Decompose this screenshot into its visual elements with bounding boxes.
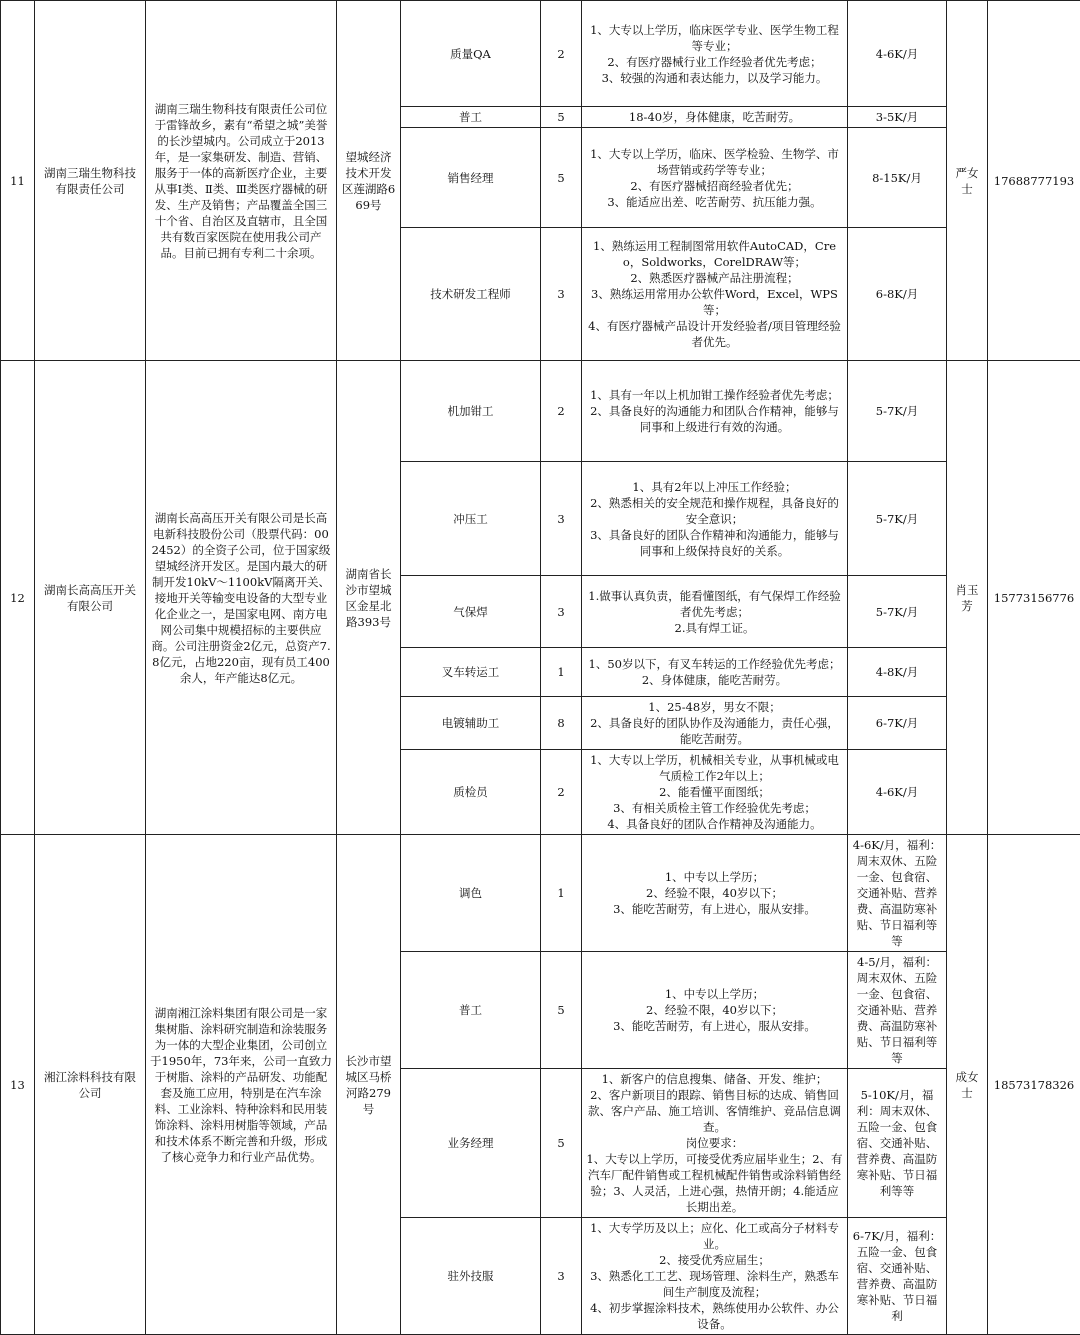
- job-title: 销售经理: [401, 128, 541, 228]
- job-salary: 8-15K/月: [848, 128, 947, 228]
- job-title: 业务经理: [401, 1069, 541, 1218]
- job-count: 2: [541, 361, 582, 462]
- job-requirements: 1、中专以上学历； 2、经验不限，40岁以下； 3、能吃苦耐劳，有上进心，服从安排。: [582, 835, 848, 952]
- job-salary: 4-6K/月: [848, 1, 947, 107]
- company-name: 湘江涂料科技有限公司: [35, 835, 146, 1335]
- job-requirements: 1、熟练运用工程制图常用软件AutoCAD，Creo，Soldworks，CorelDRAW等； 2、熟悉医疗器械产品注册流程； 3、熟练运用常用办公软件Word，Excel，WPS等； 4、有医疗器械产品设计开发经验者/项目管理经验者优先。: [582, 228, 848, 361]
- job-salary: 5-7K/月: [848, 576, 947, 648]
- job-count: 2: [541, 750, 582, 835]
- job-title: 质量QA: [401, 1, 541, 107]
- job-title: 冲压工: [401, 462, 541, 576]
- job-count: 3: [541, 1218, 582, 1335]
- contact-person: 严女士: [947, 1, 988, 361]
- job-count: 1: [541, 648, 582, 697]
- job-salary: 4-5/月，福利：周末双休、五险一金、包食宿、交通补贴、营养费、高温防寒补贴、节日福利等等: [848, 952, 947, 1069]
- job-salary: 5-10K/月，福利：周末双休、五险一金、包食宿、交通补贴、营养费、高温防寒补贴、节日福利等等: [848, 1069, 947, 1218]
- job-count: 5: [541, 107, 582, 128]
- contact-phone: 15773156776: [988, 361, 1080, 835]
- company-name: 湖南长高高压开关有限公司: [35, 361, 146, 835]
- job-requirements: 1、25-48岁，男女不限； 2、具备良好的团队协作及沟通能力，责任心强，能吃苦耐劳。: [582, 697, 848, 750]
- contact-person: 肖玉芳: [947, 361, 988, 835]
- job-requirements: 1、大专以上学历，临床医学专业、医学生物工程等专业； 2、有医疗器械行业工作经验者优先考虑； 3、较强的沟通和表达能力，以及学习能力。: [582, 1, 848, 107]
- job-title: 普工: [401, 107, 541, 128]
- contact-phone: 18573178326: [988, 835, 1080, 1335]
- job-salary: 6-7K/月，福利：五险一金、包食宿、交通补贴、营养费、高温防寒补贴、节日福利: [848, 1218, 947, 1335]
- job-count: 3: [541, 228, 582, 361]
- table-row: [1, 361, 1080, 462]
- job-requirements: 1.做事认真负责，能看懂图纸，有气保焊工作经验者优先考虑； 2.具有焊工证。: [582, 576, 848, 648]
- job-count: 8: [541, 697, 582, 750]
- job-count: 5: [541, 1069, 582, 1218]
- job-requirements: 1、中专以上学历； 2、经验不限，40岁以下； 3、能吃苦耐劳，有上进心，服从安排。: [582, 952, 848, 1069]
- job-salary: 5-7K/月: [848, 462, 947, 576]
- job-title: 叉车转运工: [401, 648, 541, 697]
- company-intro: 湖南三瑞生物科技有限责任公司位于雷锋故乡，素有“希望之城”美誉的长沙望城内。公司成立于2013年，是一家集研发、制造、营销、服务于一体的高新医疗企业，主要从事Ⅰ类、Ⅱ类、Ⅲ类医疗器械的研发、生产及销售；产品覆盖全国三十个省、自治区及直辖市，且全国共有数百家医院在使用我公司产品。目前已拥有专利二十余项。: [146, 1, 337, 361]
- contact-phone: 17688777193: [988, 1, 1080, 361]
- job-title: 驻外技服: [401, 1218, 541, 1335]
- job-count: 5: [541, 952, 582, 1069]
- job-salary: 3-5K/月: [848, 107, 947, 128]
- company-name: 湖南三瑞生物科技有限责任公司: [35, 1, 146, 361]
- company-address: 湖南省长沙市望城区金星北路393号: [337, 361, 401, 835]
- table-row: [1, 1, 1080, 107]
- job-count: 1: [541, 835, 582, 952]
- job-title: 气保焊: [401, 576, 541, 648]
- job-count: 5: [541, 128, 582, 228]
- company-number: 13: [1, 835, 35, 1335]
- job-count: 2: [541, 1, 582, 107]
- job-salary: 4-8K/月: [848, 648, 947, 697]
- company-number: 11: [1, 1, 35, 361]
- job-salary: 4-6K/月，福利：周末双休、五险一金、包食宿、交通补贴、营养费、高温防寒补贴、节日福利等等: [848, 835, 947, 952]
- job-requirements: 18-40岁，身体健康，吃苦耐劳。: [582, 107, 848, 128]
- job-count: 3: [541, 576, 582, 648]
- job-count: 3: [541, 462, 582, 576]
- job-requirements: 1、新客户的信息搜集、储备、开发、维护； 2、客户新项目的跟踪、销售目标的达成、销售回款、客户产品、施工培训、客情维护、竞品信息调查。 岗位要求： 1、大专以上学历，可接受优秀应届毕业生；2、有汽车厂配件销售或工程机械配件销售或涂料销售经验；3、人灵活，上进心强，热情开朗；4.能适应长期出差。: [582, 1069, 848, 1218]
- job-requirements: 1、具有一年以上机加钳工操作经验者优先考虑； 2、具备良好的沟通能力和团队合作精神，能够与同事和上级进行有效的沟通。: [582, 361, 848, 462]
- company-intro: 湖南长高高压开关有限公司是长高电新科技股份公司（股票代码：002452）的全资子公司，位于国家级望城经济开发区。是国内最大的研制开发10kV～1100kV隔离开关、接地开关等输变电设备的大型专业化企业之一，是国家电网、南方电网公司集中规模招标的主要供应商。公司注册资金2亿元，总资产7.8亿元，占地220亩，现有员工400余人，年产能达8亿元。: [146, 361, 337, 835]
- job-requirements: 1、大专学历及以上；应化、化工或高分子材料专业。 2、接受优秀应届生； 3、熟悉化工工艺、现场管理、涂料生产，熟悉车间生产制度及流程； 4、初步掌握涂料技术，熟练使用办公软件、办公设备。: [582, 1218, 848, 1335]
- company-address: 长沙市望城区马桥河路279号: [337, 835, 401, 1335]
- job-requirements: 1、50岁以下，有叉车转运的工作经验优先考虑； 2、身体健康，能吃苦耐劳。: [582, 648, 848, 697]
- table-row: [1, 835, 1080, 952]
- job-salary: 5-7K/月: [848, 361, 947, 462]
- job-salary: 4-6K/月: [848, 750, 947, 835]
- company-address: 望城经济技术开发区莲湖路669号: [337, 1, 401, 361]
- job-requirements: 1、大专以上学历，机械相关专业，从事机械或电气质检工作2年以上； 2、能看懂平面图纸； 3、有相关质检主管工作经验优先考虑； 4、具备良好的团队合作精神及沟通能力。: [582, 750, 848, 835]
- job-salary: 6-8K/月: [848, 228, 947, 361]
- job-title: 机加钳工: [401, 361, 541, 462]
- contact-person: 成女士: [947, 835, 988, 1335]
- job-title: 技术研发工程师: [401, 228, 541, 361]
- company-number: 12: [1, 361, 35, 835]
- job-title: 质检员: [401, 750, 541, 835]
- job-salary: 6-7K/月: [848, 697, 947, 750]
- job-title: 电镀辅助工: [401, 697, 541, 750]
- job-title: 调色: [401, 835, 541, 952]
- company-intro: 湖南湘江涂料集团有限公司是一家集树脂、涂料研究制造和涂装服务为一体的大型企业集团，公司创立于1950年，73年来，公司一直致力于树脂、涂料的产品研发、功能配套及施工应用，特别是在汽车涂料、工业涂料、特种涂料和民用装饰涂料、涂料用树脂等领域，产品和技术体系不断完善和升级，形成了核心竞争力和行业产品优势。: [146, 835, 337, 1335]
- job-requirements: 1、具有2年以上冲压工作经验； 2、熟悉相关的安全规范和操作规程，具备良好的安全意识； 3、具备良好的团队合作精神和沟通能力，能够与同事和上级保持良好的关系。: [582, 462, 848, 576]
- job-requirements: 1、大专以上学历，临床、医学检验、生物学、市场营销或药学等专业； 2、有医疗器械招商经验者优先； 3、能适应出差、吃苦耐劳、抗压能力强。: [582, 128, 848, 228]
- job-title: 普工: [401, 952, 541, 1069]
